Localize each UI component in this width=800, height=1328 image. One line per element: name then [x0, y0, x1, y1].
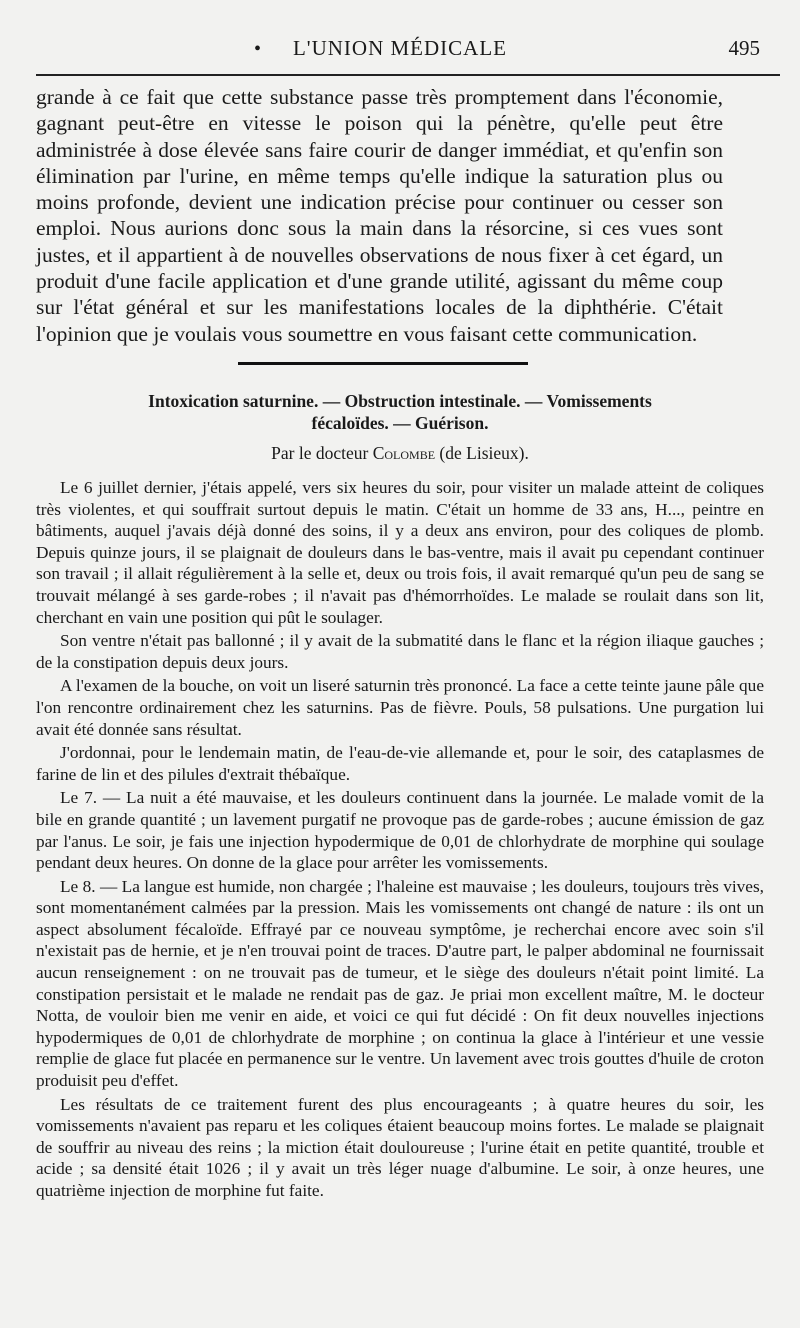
body-paragraph: Le 6 juillet dernier, j'étais appelé, vers six heures du soir, pour visiter un malade atteint de coliques très violentes, et qui souffrait surtout depuis le matin. C'était un homme de 33 ans, H..., peintre en bâtiments, auquel j'avais déjà donné des soins, il y a deux ans environ, pour des coliques de plomb. Depuis quinze jours, il se plaignait de douleurs dans le bas-ventre, mais il avait pu cependant continuer son travail ; il allait régulièrement à la selle et, deux ou trois fois, il avait remarqué qu'un peu de sang se trouvait mélangé à ses garde-robes ; il n'avait pas d'hémorrhoïdes. Le malade se roulait dans son lit, cherchant en vain une position qui pût le soulager.: [36, 478, 764, 627]
body-paragraph: Son ventre n'était pas ballonné ; il y avait de la submatité dans le flanc et la région iliaque gauches ; de la constipation depuis deux jours.: [36, 631, 764, 672]
header-rule: [36, 74, 780, 76]
article-title: [36, 390, 764, 434]
body-paragraph: J'ordonnai, pour le lendemain matin, de l'eau-de-vie allemande et, pour le soir, des cataplasmes de farine de lin et des pilules d'extrait thébaïque.: [36, 743, 764, 784]
byline-prefix: Par le docteur: [271, 443, 369, 463]
journal-title: L'UNION MÉDICALE: [292, 36, 507, 60]
intro-paragraph: grande à ce fait que cette substance passe très promptement dans l'économie, gagnant peut-être en vitesse le poison qui la pénètre, qu'elle peut être administrée à dose élevée sans faire courir de danger immédiat, et qu'enfin son élimination par l'urine, en même temps qu'elle indique la saturation plus ou moins profonde, devient une indication précise pour continuer ou cesser son emploi. Nous aurions donc sous la main dans la résorcine, si ces vues sont justes, et il appartient à de nouvelles observations de nous fixer à cet égard, un produit d'une facile application et d'une grande utilité, agissant du même coup sur l'état général et sur les manifestations locales de la diphthérie. C'était l'opinion que je voulais vous soumettre en vous faisant cette communication.: [36, 85, 723, 346]
body-paragraph: Les résultats de ce traitement furent des plus encourageants ; à quatre heures du soir, les vomissements n'avaient pas reparu et les coliques étaient beaucoup moins fortes. Le malade se plaignait de souffrir au niveau des reins ; la miction était douloureuse ; l'urine était en petite quantité, trouble et acide ; sa densité était 1026 ; il y avait un très léger nuage d'albumine. Le soir, à onze heures, une quatrième injection de morphine fut faite.: [36, 1094, 764, 1200]
running-header: [36, 30, 764, 66]
section-separator: [238, 362, 528, 365]
body-paragraph: A l'examen de la bouche, on voit un liseré saturnin très prononcé. La face a cette teinte jaune pâle que l'on rencontre ordinairement chez les saturnins. Pas de fièvre. Pouls, 58 pulsations. Une purgation lui avait été donnée sans résultat.: [36, 676, 764, 739]
intro-paragraph-block: [36, 84, 723, 347]
header-bullet: •: [254, 38, 262, 60]
article-title-line-1: Intoxication saturnine. — Obstruction intestinale. — Vomissements: [148, 391, 652, 411]
article-body: [36, 477, 764, 1204]
article-byline: [36, 443, 764, 464]
page-number: 495: [728, 36, 760, 60]
article-title-line-2: fécaloïdes. — Guérison.: [311, 413, 489, 433]
byline-suffix: (de Lisieux).: [439, 443, 529, 463]
body-paragraph: Le 8. — La langue est humide, non chargée ; l'haleine est mauvaise ; les douleurs, toujours très vives, sont momentanément calmées par la pression. Mais les vomissements ont changé de nature : ils ont un aspect absolument fécaloïde. Effrayé par ce nouveau symptôme, je recherchai encore avec soin s'il n'existait pas de hernie, et je n'en trouvai point de traces. D'autre part, le palper abdominal ne fournissait aucun renseignement : on ne trouvait pas de tumeur, et le siège des douleurs n'était point limité. La constipation persistait et le malade ne rendait pas de gaz. Je priai mon excellent maître, M. le docteur Notta, de vouloir bien me venir en aide, et voici ce qui fut décidé : On fit deux nouvelles injections hypodermiques de 0,01 de chlorhydrate de morphine ; on continua la glace à l'intérieur et une vessie remplie de glace fut placée en permanence sur le ventre. Un lavement avec trois gouttes d'huile de croton produisit peu d'effet.: [36, 876, 764, 1091]
body-paragraph: Le 7. — La nuit a été mauvaise, et les douleurs continuent dans la journée. Le malade vomit de la bile en grande quantité ; un lavement purgatif ne provoque pas de garde-robes ; aucune émission de gaz par l'anus. Le soir, je fais une injection hypodermique de 0,01 de chlorhydrate de morphine qui soulage pendant deux heures. On donne de la glace pour arrêter les vomissements.: [36, 788, 764, 873]
author-name: Colombe: [372, 443, 436, 463]
